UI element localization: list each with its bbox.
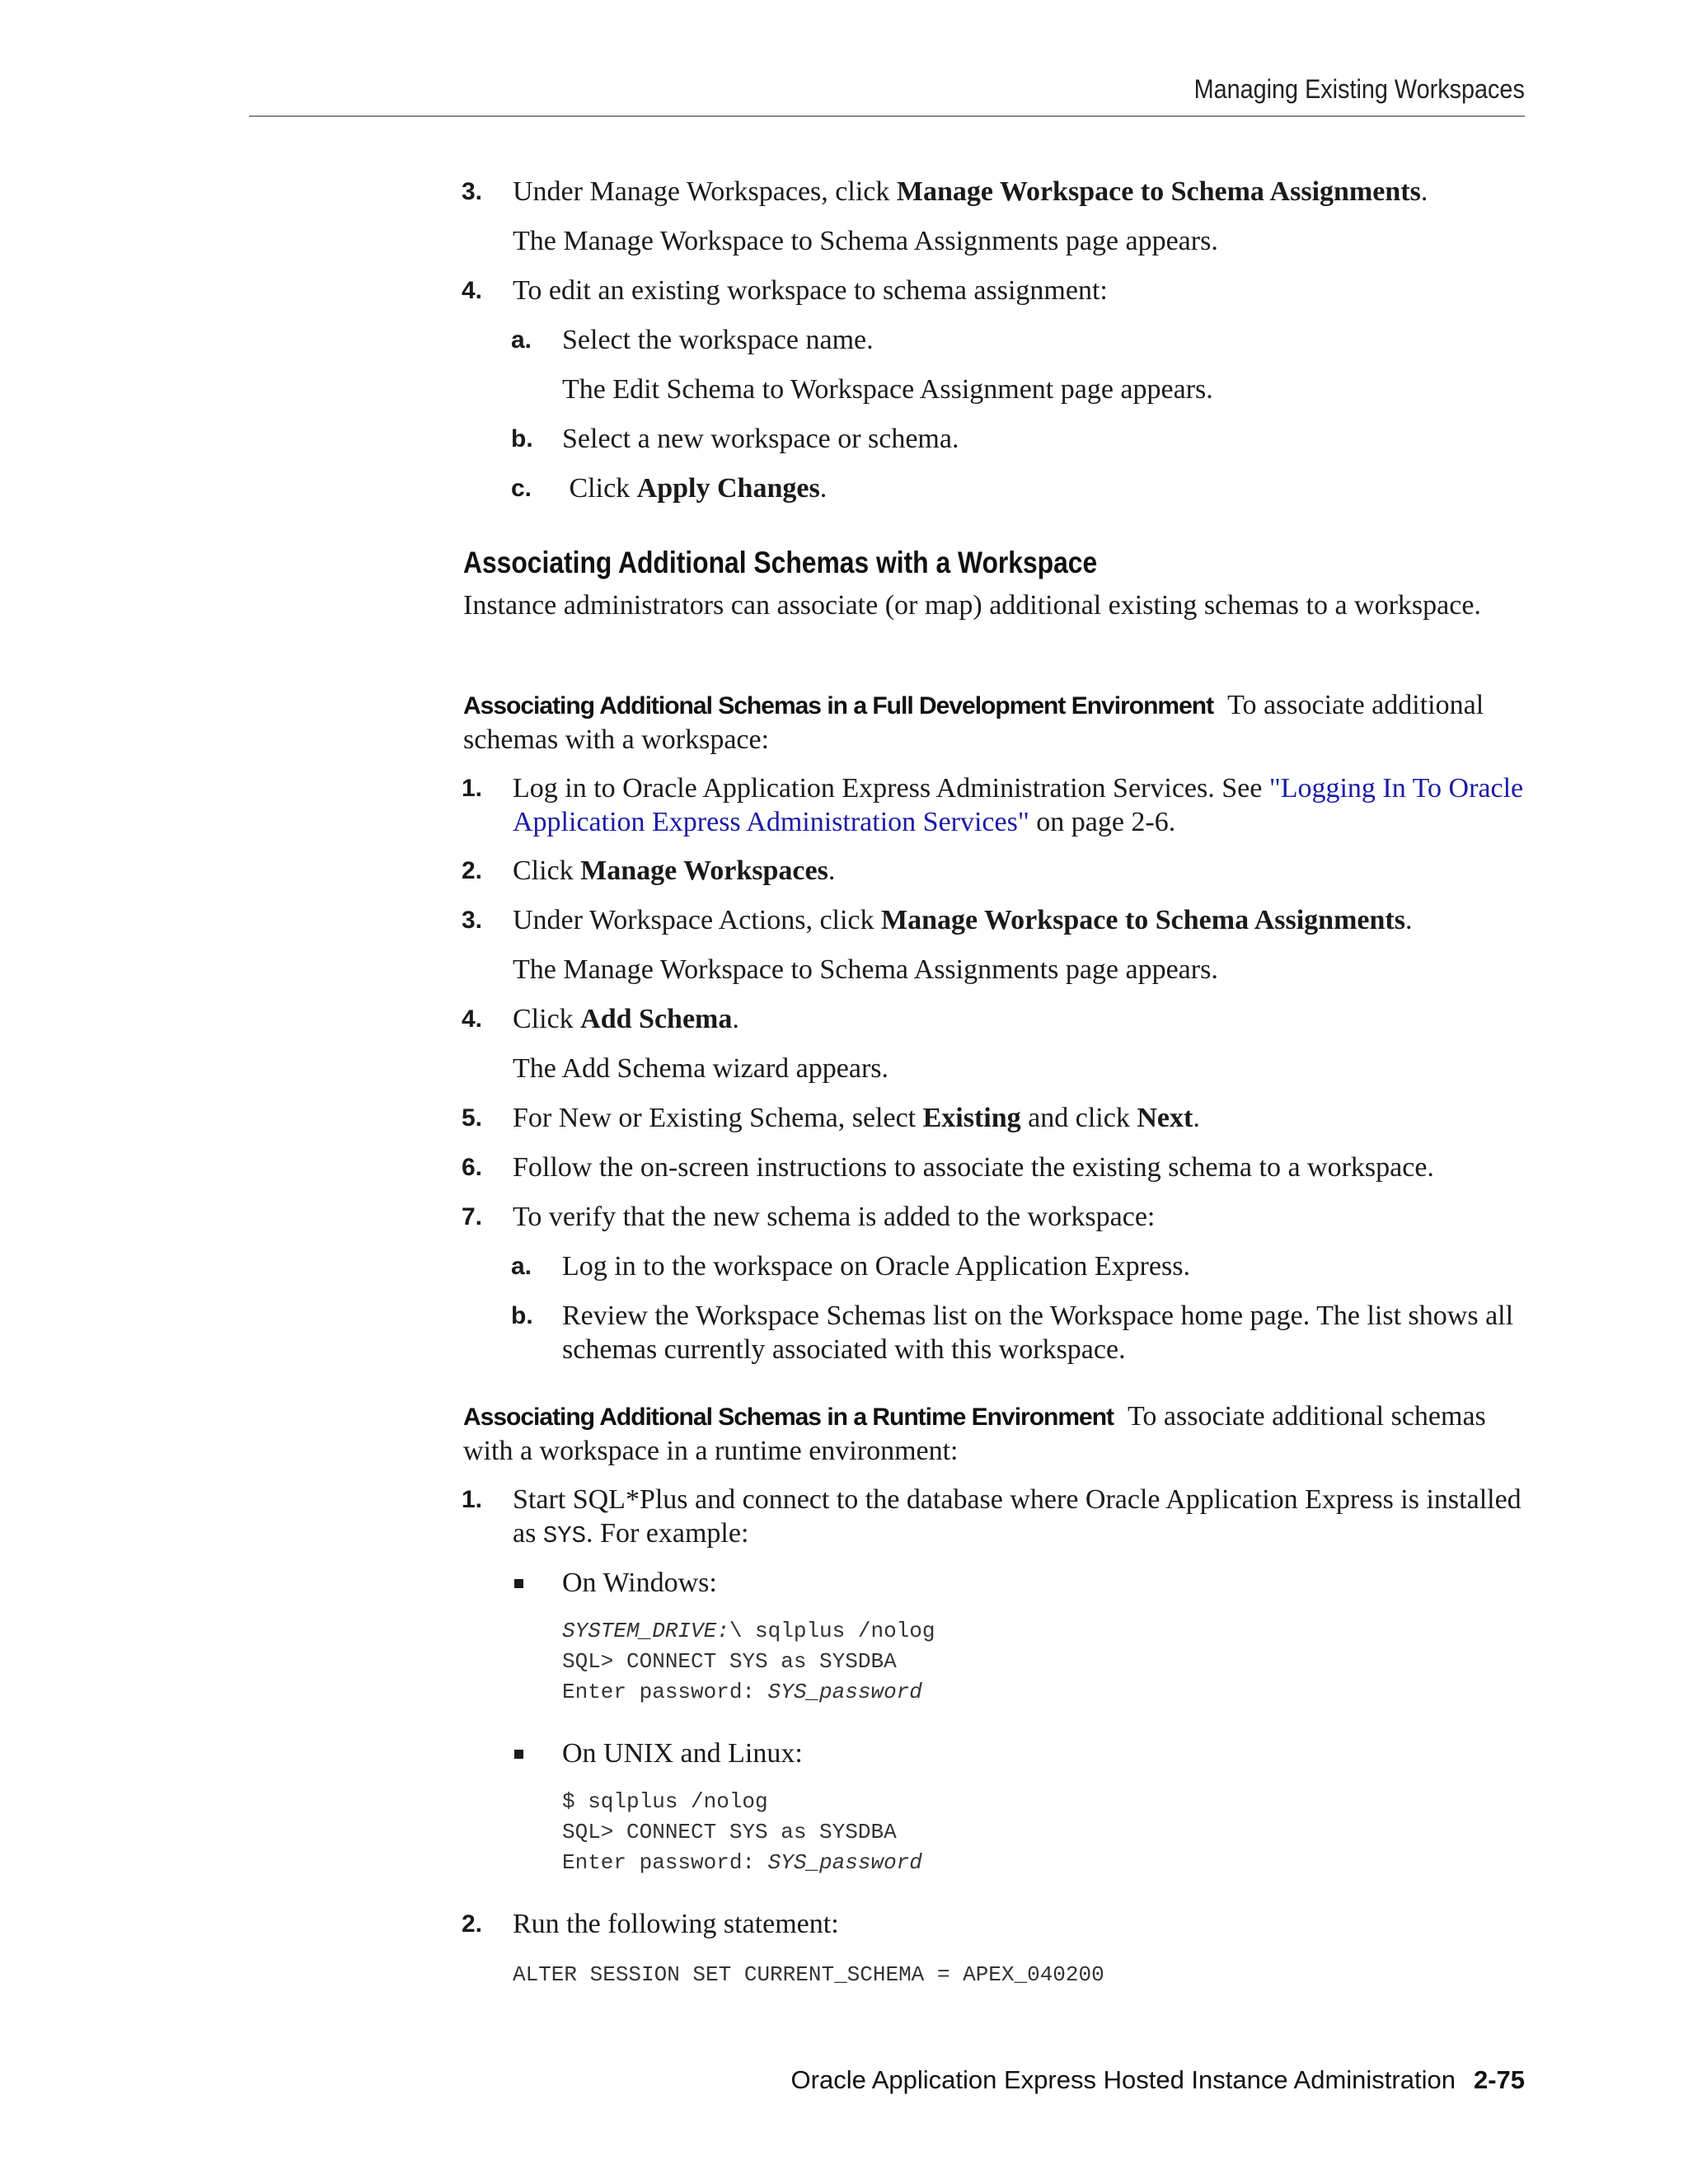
list-item	[513, 422, 1526, 456]
step-letter: c.	[511, 475, 532, 502]
step-number: 7.	[462, 1203, 483, 1230]
list-item	[463, 854, 1526, 888]
code-line: $ sqlplus /nolog	[562, 1789, 768, 1814]
code-line: SQL> CONNECT SYS as SYSDBA	[562, 1820, 897, 1844]
step-text: To edit an existing workspace to schema assignment:	[513, 275, 1108, 306]
ui-term: Manage Workspaces	[580, 855, 828, 886]
list-item	[463, 175, 1526, 209]
run-in-heading: Associating Additional Schemas in a Full Development Environment	[463, 692, 1214, 719]
list-item	[463, 1907, 1526, 1941]
paragraph-text: To associate additional schemas with a workspace in a runtime environment:	[463, 1401, 1486, 1466]
step-text-pre: For New or Existing Schema, select	[513, 1103, 923, 1133]
step-text-post: .	[828, 855, 836, 886]
step-text-pre: Under Workspace Actions, click	[513, 905, 882, 935]
step-text	[513, 175, 1526, 209]
ui-term: Manage Workspace to Schema Assignments	[881, 905, 1405, 935]
code-placeholder: SYS_password	[767, 1680, 922, 1704]
step-number: 2.	[462, 857, 483, 884]
step-text-post: .	[1420, 176, 1428, 207]
step-number: 4.	[462, 277, 483, 304]
list-item	[513, 1249, 1526, 1283]
list-item	[463, 1483, 1526, 1553]
code-line	[562, 1619, 935, 1643]
step-number: 4.	[462, 1005, 483, 1033]
step-number: 1.	[462, 1486, 483, 1513]
step-text	[513, 903, 1526, 937]
code-text: Enter password:	[562, 1850, 768, 1875]
page-number: 2-75	[1473, 2065, 1525, 2094]
running-header: Managing Existing Workspaces	[1193, 74, 1525, 104]
step-number: 1.	[462, 775, 483, 802]
list-item	[463, 1151, 1526, 1184]
step-result: The Add Schema wizard appears.	[513, 1053, 889, 1084]
step-text-post: on page 2-6.	[1029, 807, 1176, 837]
step-text	[513, 1101, 1526, 1135]
step-text	[513, 1002, 1526, 1036]
step-letter: a.	[511, 1253, 532, 1280]
step-text-pre: Click	[513, 855, 581, 886]
ui-term: Existing	[922, 1103, 1021, 1133]
list-item	[513, 1566, 1526, 1600]
step-text-post: .	[732, 1004, 739, 1034]
step-text: Log in to the workspace on Oracle Application Express.	[562, 1251, 1190, 1282]
step-text-pre: Start SQL*Plus and connect to the database where Oracle Application Express is installed as	[513, 1484, 1522, 1549]
step-text: Run the following statement:	[513, 1909, 839, 1939]
code-line	[562, 1850, 922, 1875]
step-result: The Manage Workspace to Schema Assignments page appears.	[513, 226, 1218, 256]
step-result: The Manage Workspace to Schema Assignments page appears.	[513, 954, 1218, 985]
section-heading: Associating Additional Schemas with a Workspace	[463, 546, 1098, 579]
step-number: 2.	[462, 1910, 483, 1938]
step-text-post: .	[1404, 905, 1413, 935]
step-text: Follow the on-screen instructions to associate the existing schema to a workspace.	[513, 1152, 1434, 1183]
step-text-pre: Under Manage Workspaces, click	[513, 176, 897, 207]
step-text	[513, 771, 1526, 839]
header-divider	[249, 115, 1525, 117]
code-line: SQL> CONNECT SYS as SYSDBA	[562, 1649, 897, 1674]
step-number: 6.	[462, 1154, 483, 1181]
step-text-post: .	[1193, 1103, 1200, 1133]
ui-term: Add Schema	[580, 1004, 733, 1034]
step-text-pre: Click	[513, 1004, 581, 1034]
step-text	[562, 471, 1526, 505]
code-text: \ sqlplus /nolog	[729, 1619, 935, 1643]
list-item	[513, 1736, 1526, 1770]
step-text: Select the workspace name.	[562, 325, 874, 355]
bullet-icon	[514, 1579, 523, 1588]
step-text-pre: Click	[562, 473, 637, 504]
list-item	[463, 1101, 1526, 1135]
step-text	[513, 1483, 1526, 1553]
bullet-icon	[514, 1750, 523, 1759]
step-text-post: .	[819, 473, 828, 504]
code-block-unix	[562, 1787, 922, 1878]
code-line	[562, 1680, 922, 1704]
list-item	[513, 471, 1526, 505]
list-item	[463, 274, 1526, 307]
ui-term: Next	[1137, 1103, 1193, 1133]
step-text-mid: and click	[1020, 1103, 1137, 1133]
cross-reference-link[interactable]: "Logging In To Oracle Application Express Administration Services"	[513, 773, 1524, 837]
list-item	[463, 903, 1526, 937]
step-text-pre: Log in to Oracle Application Express Administration Services. See	[513, 773, 1269, 804]
ui-term: Apply Changes	[636, 473, 820, 504]
step-number: 3.	[462, 178, 483, 205]
code-text: Enter password:	[562, 1680, 768, 1704]
step-text: Select a new workspace or schema.	[562, 424, 959, 454]
code-block-windows	[562, 1616, 935, 1708]
paragraph-text: To associate additional schemas with a workspace:	[463, 690, 1484, 755]
step-number: 3.	[462, 907, 483, 934]
code-placeholder: SYS_password	[767, 1850, 922, 1875]
step-result: The Edit Schema to Workspace Assignment page appears.	[562, 374, 1213, 405]
step-letter: a.	[511, 326, 532, 354]
code-term: SYS	[542, 1522, 587, 1549]
footer-title: Oracle Application Express Hosted Instance Administration	[790, 2065, 1456, 2094]
list-item	[463, 1002, 1526, 1036]
bullet-text: On Windows:	[562, 1568, 717, 1598]
step-number: 5.	[462, 1104, 483, 1132]
code-placeholder: SYSTEM_DRIVE:	[562, 1619, 729, 1643]
list-item	[513, 1299, 1526, 1366]
run-in-heading: Associating Additional Schemas in a Runtime Environment	[463, 1404, 1114, 1431]
list-item	[463, 771, 1526, 839]
full-env-paragraph	[463, 688, 1526, 757]
page-footer	[791, 2065, 1525, 2095]
step-text: To verify that the new schema is added to the workspace:	[513, 1202, 1156, 1232]
step-text-post: . For example:	[586, 1518, 749, 1549]
list-item	[463, 1200, 1526, 1234]
code-statement: ALTER SESSION SET CURRENT_SCHEMA = APEX_040200	[513, 1962, 1104, 1987]
runtime-env-paragraph	[463, 1399, 1526, 1468]
list-item	[513, 323, 1526, 357]
ui-term: Manage Workspace to Schema Assignments	[896, 176, 1421, 207]
step-letter: b.	[511, 425, 533, 452]
step-text	[513, 854, 1526, 888]
bullet-text: On UNIX and Linux:	[562, 1738, 803, 1769]
step-text: Review the Workspace Schemas list on the Workspace home page. The list shows all schemas currently associated with this workspace.	[562, 1301, 1514, 1365]
step-letter: b.	[511, 1302, 533, 1329]
section-intro: Instance administrators can associate (or map) additional existing schemas to a workspace.	[463, 590, 1481, 621]
